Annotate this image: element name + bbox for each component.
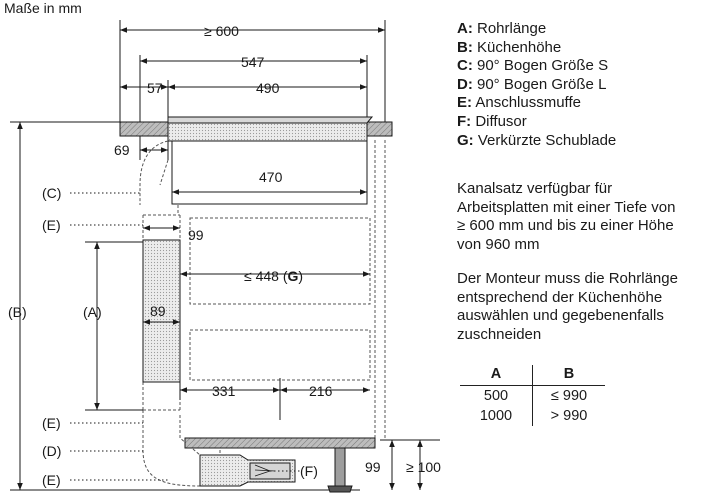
legend-item: G: Verkürzte Schublade [457, 131, 617, 149]
legend-item: D: 90° Bogen Größe L [457, 75, 607, 93]
dim-216: 216 [309, 383, 333, 399]
pipe-length-table [460, 365, 605, 426]
callout-f: (F) [300, 463, 318, 479]
note-monteur: Der Monteur muss die Rohrlänge entsprechend der Küchenhöhe auswählen und gegebenenfalls zuschneiden [457, 270, 678, 343]
callout-d: (D) [42, 443, 62, 459]
dim-89: 89 [150, 303, 166, 319]
dim-490: 490 [256, 80, 280, 96]
worktop-left [120, 122, 170, 136]
cabinet-leg [335, 448, 345, 486]
legend-item: F: Diffusor [457, 112, 527, 130]
dim-69: 69 [114, 142, 130, 158]
dim-547: 547 [241, 54, 265, 70]
callout-e1: (E) [42, 217, 61, 233]
hob-top [168, 123, 367, 141]
dim-100: ≥ 100 [406, 459, 441, 475]
legend-item: A: Rohrlänge [457, 20, 547, 37]
legend-item: E: Anschlussmuffe [457, 94, 581, 112]
page-title: Maße in mm [4, 0, 82, 16]
callout-e2: (E) [42, 415, 61, 431]
worktop-right [367, 122, 392, 136]
legend [457, 20, 616, 150]
callout-b: (B) [8, 304, 27, 320]
callout-e3: (E) [42, 472, 61, 488]
hob-glass [168, 117, 372, 123]
dim-57: 57 [147, 80, 163, 96]
legend-item: C: 90° Bogen Größe S [457, 57, 609, 75]
dim-470: 470 [259, 169, 283, 185]
table-header-b: B [533, 365, 606, 386]
dim-448: ≤ 448 (G) [244, 268, 304, 284]
cabinet-base [185, 438, 375, 448]
dim-99: 99 [188, 227, 204, 243]
dim-99-plinth: 99 [365, 459, 381, 475]
callout-c: (C) [42, 185, 62, 201]
dim-600: ≥ 600 [204, 23, 239, 39]
legend-item: B: Küchenhöhe [457, 38, 562, 56]
callout-a: (A) [83, 304, 102, 320]
table-header-a: A [460, 365, 533, 386]
table-row: 1000 > 990 [460, 406, 605, 426]
note-kanalsatz: Kanalsatz verfügbar für Arbeitsplatten mit einer Tiefe von ≥ 600 mm und bis zu einer Höhe von 960 mm [457, 180, 676, 253]
table-row: 500 ≤ 990 [460, 386, 605, 407]
dim-331: 331 [212, 383, 236, 399]
